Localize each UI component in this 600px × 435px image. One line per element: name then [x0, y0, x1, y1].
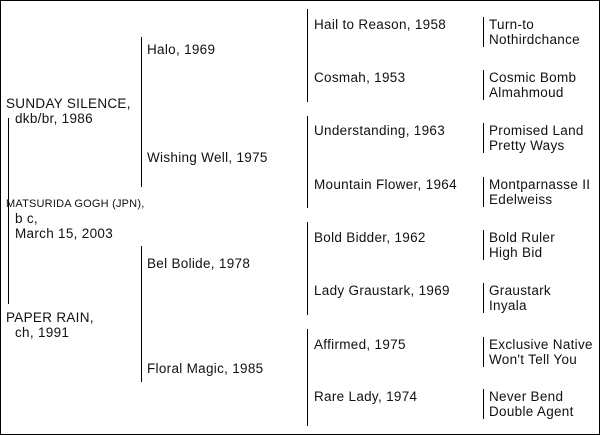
ggg-sire: Bold Ruler	[489, 230, 556, 245]
ggg-dam: Nothirdchance	[489, 32, 580, 47]
ggg-sire: Montparnasse II	[489, 177, 591, 192]
great-grandparent: Cosmah, 1953	[314, 70, 406, 85]
ggg-sire: Promised Land	[489, 123, 584, 138]
ggg-dam: Edelweiss	[489, 192, 553, 207]
ggg-bracket-6	[483, 283, 484, 313]
ggg-bracket-5	[483, 230, 484, 260]
ggg-dam: Inyala	[489, 298, 527, 313]
ggg-sire: Cosmic Bomb	[489, 70, 577, 85]
ggg-dam: Double Agent	[489, 404, 574, 419]
grandparent-wishing-well: Wishing Well, 1975	[147, 150, 268, 165]
ggg-dam: High Bid	[489, 245, 543, 260]
great-grandparent: Rare Lady, 1974	[314, 389, 418, 404]
grandparent-floral-magic: Floral Magic, 1985	[147, 361, 264, 376]
ggg-sire: Exclusive Native	[489, 337, 593, 352]
ggg-bracket-3	[483, 123, 484, 153]
ggg-sire: Never Bend	[489, 389, 564, 404]
ggg-bracket-1	[483, 17, 484, 47]
ggg-sire: Turn-to	[489, 17, 535, 32]
sire-grandparents-bracket	[141, 37, 142, 187]
great-grandparent: Mountain Flower, 1964	[314, 177, 457, 192]
subject-line3: March 15, 2003	[15, 226, 114, 241]
dam-grandparents-bracket	[141, 246, 142, 382]
gg-bracket-1	[307, 9, 308, 102]
ggg-dam: Almahmoud	[489, 85, 564, 100]
great-grandparent: Lady Graustark, 1969	[314, 283, 450, 298]
great-grandparent: Affirmed, 1975	[314, 337, 406, 352]
great-grandparent: Bold Bidder, 1962	[314, 230, 426, 245]
ggg-dam: Pretty Ways	[489, 138, 565, 153]
grandparent-bel-bolide: Bel Bolide, 1978	[147, 256, 251, 271]
sire-name: SUNDAY SILENCE,	[6, 96, 131, 111]
gg-bracket-2	[307, 116, 308, 208]
ggg-bracket-7	[483, 337, 484, 367]
gg-bracket-4	[307, 329, 308, 426]
subject-line2: b c,	[15, 211, 38, 226]
sire-detail: dkb/br, 1986	[15, 111, 93, 126]
ggg-bracket-8	[483, 389, 484, 419]
gg-bracket-3	[307, 222, 308, 315]
ggg-dam: Won't Tell You	[489, 352, 578, 367]
dam-detail: ch, 1991	[15, 325, 70, 340]
great-grandparent: Understanding, 1963	[314, 123, 446, 138]
ggg-bracket-2	[483, 70, 484, 100]
grandparent-halo: Halo, 1969	[147, 42, 216, 57]
great-grandparent: Hail to Reason, 1958	[314, 17, 447, 32]
ggg-sire: Graustark	[489, 283, 551, 298]
ggg-bracket-4	[483, 177, 484, 207]
subject-name: MATSURIDA GOGH (JPN),	[6, 198, 145, 210]
dam-name: PAPER RAIN,	[6, 310, 94, 325]
